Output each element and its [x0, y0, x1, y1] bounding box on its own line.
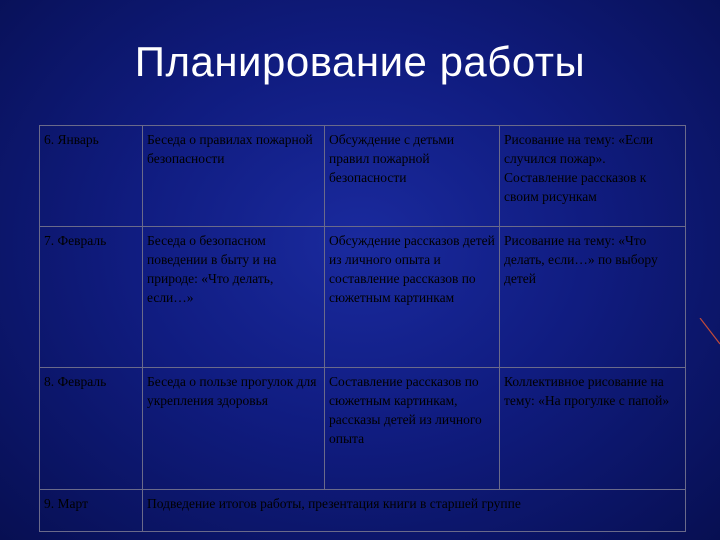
- month-cell: 6. Январь: [40, 126, 143, 227]
- month-cell: 8. Февраль: [40, 368, 143, 490]
- month-cell: 9. Март: [40, 490, 143, 532]
- month-cell: 7. Февраль: [40, 227, 143, 368]
- slide-title: Планирование работы: [134, 38, 586, 85]
- table-row: [40, 126, 686, 227]
- summary-cell: Подведение итогов работы, презентация книги в старшей группе: [143, 490, 686, 532]
- activity-cell: Беседа о безопасном поведении в быту и на природе: «Что делать, если…»: [143, 227, 325, 368]
- activity-cell: Беседа о правилах пожарной безопасности: [143, 126, 325, 227]
- table-row: [40, 368, 686, 490]
- plan-table: [39, 125, 686, 532]
- activity-cell: Беседа о пользе прогулок для укрепления здоровья: [143, 368, 325, 490]
- activity-cell: Обсуждение с детьми правил пожарной безопасности: [325, 126, 500, 227]
- activity-cell: Рисование на тему: «Если случился пожар». Составление рассказов к своим рисункам: [500, 126, 686, 227]
- activity-cell: Составление рассказов по сюжетным картинкам, рассказы детей из личного опыта: [325, 368, 500, 490]
- decorative-line: [696, 318, 720, 348]
- activity-cell: Рисование на тему: «Что делать, если…» по выбору детей: [500, 227, 686, 368]
- table-row: [40, 227, 686, 368]
- table-row: [40, 490, 686, 532]
- activity-cell: Обсуждение рассказов детей из личного опыта и составление рассказов по сюжетным картинкам: [325, 227, 500, 368]
- activity-cell: Коллективное рисование на тему: «На прогулке с папой»: [500, 368, 686, 490]
